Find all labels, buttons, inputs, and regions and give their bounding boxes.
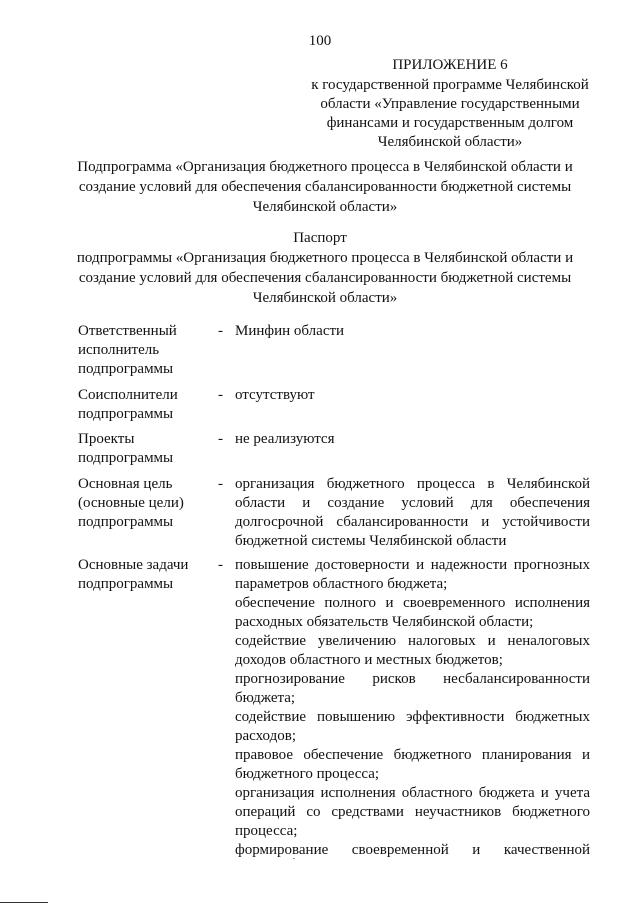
appendix-block	[300, 56, 600, 152]
row-value	[235, 556, 590, 860]
row-value-line: операций со средствами неучастников бюджетного	[235, 804, 590, 820]
row-value	[235, 386, 590, 405]
row-value-line: отсутствуют	[235, 387, 315, 403]
passport-subtitle-line: подпрограммы «Организация бюджетного процесса в Челябинской области и	[76, 250, 574, 266]
appendix-line: Челябинской области»	[377, 134, 523, 150]
row-value-line: повышение достоверности и надежности прогнозных	[235, 557, 590, 573]
row-label	[78, 556, 208, 594]
row-dash: -	[218, 476, 223, 492]
passport-subtitle-line: создание условий для обеспечения сбалансированности бюджетной системы	[78, 270, 572, 286]
appendix-title: ПРИЛОЖЕНИЕ 6	[392, 57, 508, 73]
row-label-line: исполнитель	[78, 342, 160, 358]
row-value-line: расходных обязательств Челябинской области;	[235, 614, 534, 630]
row-value-line: параметров областного бюджета;	[235, 576, 448, 592]
row-label	[78, 475, 208, 532]
row-value-line: доходов областного и местных бюджетов;	[235, 652, 503, 668]
row-label-line: Соисполнители	[78, 387, 178, 403]
row-dash: -	[218, 387, 223, 403]
row-label-line: подпрограммы	[78, 361, 174, 377]
passport-heading: Паспорт	[293, 230, 347, 246]
row-value-line: содействие увеличению налоговых и неналоговых	[235, 633, 590, 649]
row-dash: -	[218, 323, 223, 339]
row-value-line: формирование своевременной и качественной	[235, 842, 590, 858]
scan-artifact	[293, 858, 295, 859]
row-label-line: Проекты	[78, 431, 135, 447]
row-label-line: подпрограммы	[78, 450, 174, 466]
row-value-line: содействие повышению эффективности бюджетных	[235, 709, 590, 725]
row-label-line: подпрограммы	[78, 576, 174, 592]
row-value	[235, 430, 590, 449]
page-number: 100	[308, 33, 332, 49]
row-dash: -	[218, 431, 223, 447]
row-dash: -	[218, 557, 223, 573]
row-value-line: Минфин области	[235, 323, 345, 339]
row-value-line: правовое обеспечение бюджетного планирования и	[235, 747, 590, 763]
row-value-line: организация бюджетного процесса в Челябинской	[235, 476, 590, 492]
row-value-line: процесса;	[235, 823, 298, 839]
row-value-line: расходов;	[235, 728, 296, 744]
appendix-line: финансами и государственным долгом	[326, 115, 574, 131]
appendix-line: к государственной программе Челябинской	[311, 77, 589, 93]
row-label-line: (основные цели)	[78, 495, 184, 511]
row-label-line: Основные задачи	[78, 557, 189, 573]
row-value	[235, 322, 590, 341]
subprogram-title-line: создание условий для обеспечения сбалансированности бюджетной системы	[78, 179, 572, 195]
row-label	[78, 430, 208, 468]
bottom-rule	[0, 902, 48, 903]
passport-subtitle	[60, 248, 590, 308]
row-value-line: бюджетной системы Челябинской области	[235, 533, 507, 549]
appendix-line: области «Управление государственными	[320, 96, 580, 112]
row-label-line: Ответственный	[78, 323, 177, 339]
row-value-line: организация исполнения областного бюджета и учета	[235, 785, 590, 801]
row-value-line: прогнозирование рисков несбалансированности	[235, 671, 590, 687]
row-label-line: подпрограммы	[78, 406, 174, 422]
subprogram-title	[60, 157, 590, 217]
row-value-line: обеспечение полного и своевременного исполнения	[235, 595, 590, 611]
row-value-line: не реализуются	[235, 431, 335, 447]
row-value	[235, 475, 590, 551]
row-value-line: долгосрочной сбалансированности и устойчивости	[235, 514, 590, 530]
passport-subtitle-line: Челябинской области»	[252, 290, 398, 306]
row-value-line: области и создание условий для обеспечения	[235, 495, 590, 511]
row-label-line: подпрограммы	[78, 514, 174, 530]
row-value-line: бюджета;	[235, 690, 296, 706]
subprogram-title-line: Челябинской области»	[252, 199, 398, 215]
row-label	[78, 386, 208, 424]
row-value-line: бюджетного процесса;	[235, 766, 380, 782]
row-label-line: Основная цель	[78, 476, 173, 492]
subprogram-title-line: Подпрограмма «Организация бюджетного процесса в Челябинской области и	[77, 159, 573, 175]
row-label	[78, 322, 208, 379]
